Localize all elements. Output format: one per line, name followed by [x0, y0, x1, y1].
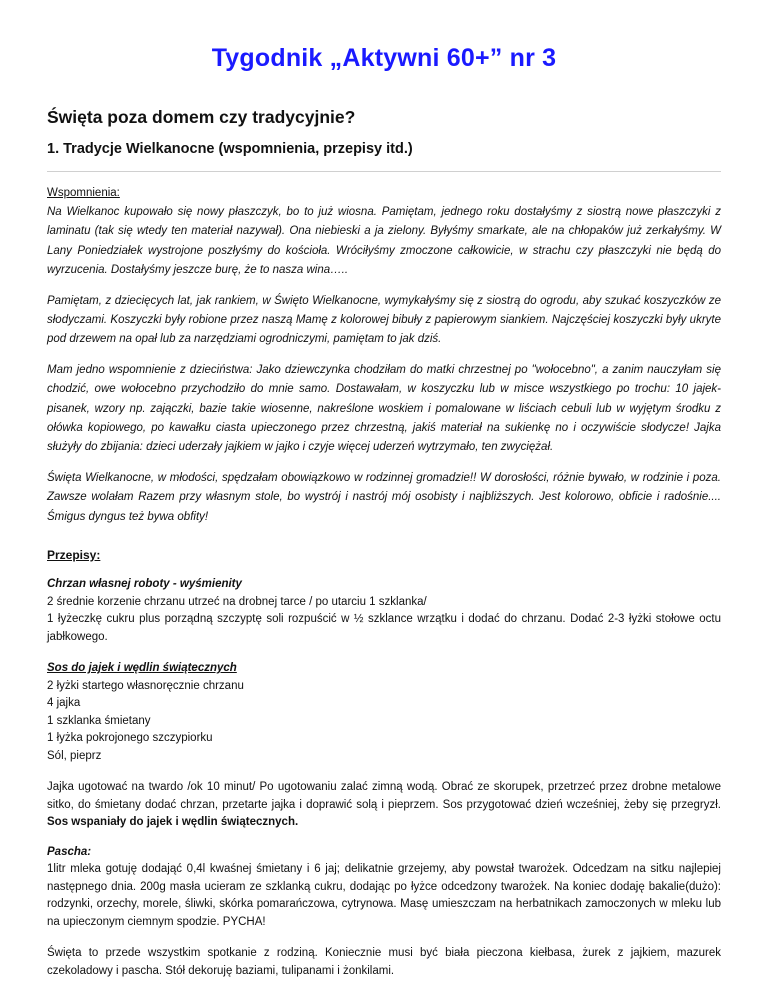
closing-paragraph: Święta to przede wszystkim spotkanie z rodziną. Koniecznie musi być biała pieczona kiełbasa, żurek z jajkiem, mazurek czekoladowy i pascha. Stół dekoruję baziami, tulipanami i żonkilami. — [47, 947, 721, 977]
recipe-line: 2 średnie korzenie chrzanu utrzeć na drobnej tarce / po utarciu 1 szklanka/ — [47, 595, 427, 608]
recipes-label: Przepisy: — [47, 548, 101, 563]
ingredient-item: 1 szklanka śmietany — [47, 714, 151, 727]
ingredient-item: Sól, pieprz — [47, 749, 102, 762]
recipe-text: 1litr mleka gotuję dodająć 0,4l kwaśnej śmietany i 6 jaj; delikatnie grzejemy, aby powstał twarożek. Odcedzam na sitku najlepiej następnego dnia. 200g masła ucieram ze szklanką cukru, dodając po łyżce odcedzony twarożek. Na koniec dodaję bakalie(dużo): rodzynki, orzechy, morele, śliwki, skórka pomarańczowa, cytrynowa. Masę umieszczam na herbatnikach zamoczonych w mleku lub na upieczonym ciemnym spodzie. PYCHA! — [47, 863, 721, 928]
divider — [47, 171, 721, 172]
newsletter-title: Tygodnik „Aktywni 60+” nr 3 — [211, 44, 557, 72]
recipe-sos — [47, 660, 721, 765]
recipe-chrzan — [47, 576, 721, 646]
recipe-method — [47, 779, 721, 832]
ingredient-item: 4 jajka — [47, 697, 81, 710]
memory-paragraph: Pamiętam, z dziecięcych lat, jak rankiem, w Święto Wielkanocne, wymykałyśmy się z siostrą do ogrodu, aby szukać koszyczków ze słodyczami. Koszyczki były robione przez naszą Mamę z kolorowej bibuły z papierowym siankiem. Najczęściej koszyczki były ukryte pod drzewem na opał lub za narzędziami ogrodniczymi, pamiętam to jak dziś. — [47, 294, 721, 346]
memories-label: Wspomnienia: — [47, 187, 120, 199]
main-heading: Święta poza domem czy tradycyjnie? — [47, 107, 356, 127]
memory-paragraph: Święta Wielkanocne, w młodości, spędzałam obowiązkowo w rodzinnej gromadzie!! W dorosłości, różnie bywało, w rodzinie i poza. Zawsze wolałam Razem przy własnym stole, bo wystrój i nastrój mój osobisty i najbliższych. Jest kolorowo, obficie i radośnie.... Śmigus dyngus też bywa obfity! — [47, 471, 721, 523]
memory-paragraph: Na Wielkanoc kupowało się nowy płaszczyk, bo to już wiosna. Pamiętam, jednego roku dostałyśmy z siostrą nowe płaszczyki z laminatu (tak się wtedy ten materiał nazywał). Ona niebieski a ja zielony. Byłyśmy smarkate, ale na chłopaków już zerkałyśmy. W Lany Poniedziałek wystrojone poszłyśmy do kościoła. Wróciłyśmy zmoczone całkowicie, w strachu czy płaszczyki nie będą do wyrzucenia. Dostałyśmy jeszcze burę, że to nasza wina….. — [47, 206, 721, 277]
section-heading: 1. Tradycje Wielkanocne (wspomnienia, przepisy itd.) — [47, 141, 413, 157]
ingredient-item: 2 łyżki startego własnoręcznie chrzanu — [47, 679, 244, 692]
ingredient-item: 1 łyżka pokrojonego szczypiorku — [47, 732, 213, 745]
recipe-title: Sos do jajek i wędlin świątecznych — [47, 662, 237, 675]
recipe-pascha — [47, 844, 721, 932]
memory-paragraph: Mam jedno wspomnienie z dzieciństwa: Jako dziewczynka chodziłam do matki chrzestnej po "wołocebno", a zanim nauczyłam się chodzić, owe wołocebno przychodziło do mnie samo. Dostawałam, w koszyczku lub w misce wszystkiego po trochu: 10 jajek- pisanek, wzory np. zajączki, bazie takie wiosenne, nakreślone woskiem i pomalowane w liściach cebuli lub w wyjętym środku z ołówka kopiowego, po kawałku ciasta upieczonego przez chrzestną, jakiś materiał na sukienkę no i oczywiście słodycze! Jajka służyły do zbijania: dzieci uderzały jajkiem w jajko i czyje więcej uderzeń wytrzymało, ten zwyciężał. — [47, 363, 721, 454]
recipe-title: Chrzan własnej roboty - wyśmienity — [47, 578, 242, 591]
method-bold-text: Sos wspaniały do jajek i wędlin świątecznych. — [47, 816, 299, 829]
recipe-line: 1 łyżeczkę cukru plus porządną szczyptę soli rozpuścić w ½ szklance wrzątku i dodać do chrzanu. Dodać 2-3 łyżki stołowe octu jabłkowego. — [47, 613, 721, 643]
method-text: Jajka ugotować na twardo /ok 10 minut/ Po ugotowaniu zalać zimną wodą. Obrać ze skorupek, przetrzeć przez drobne metalowe sitko, do śmietany dodać chrzan, przetarte jajka i doprawić solą i pieprzem. Sos przygotować dzień wcześniej, żeby się przegryzł. — [47, 781, 721, 811]
recipe-title: Pascha: — [47, 845, 92, 858]
